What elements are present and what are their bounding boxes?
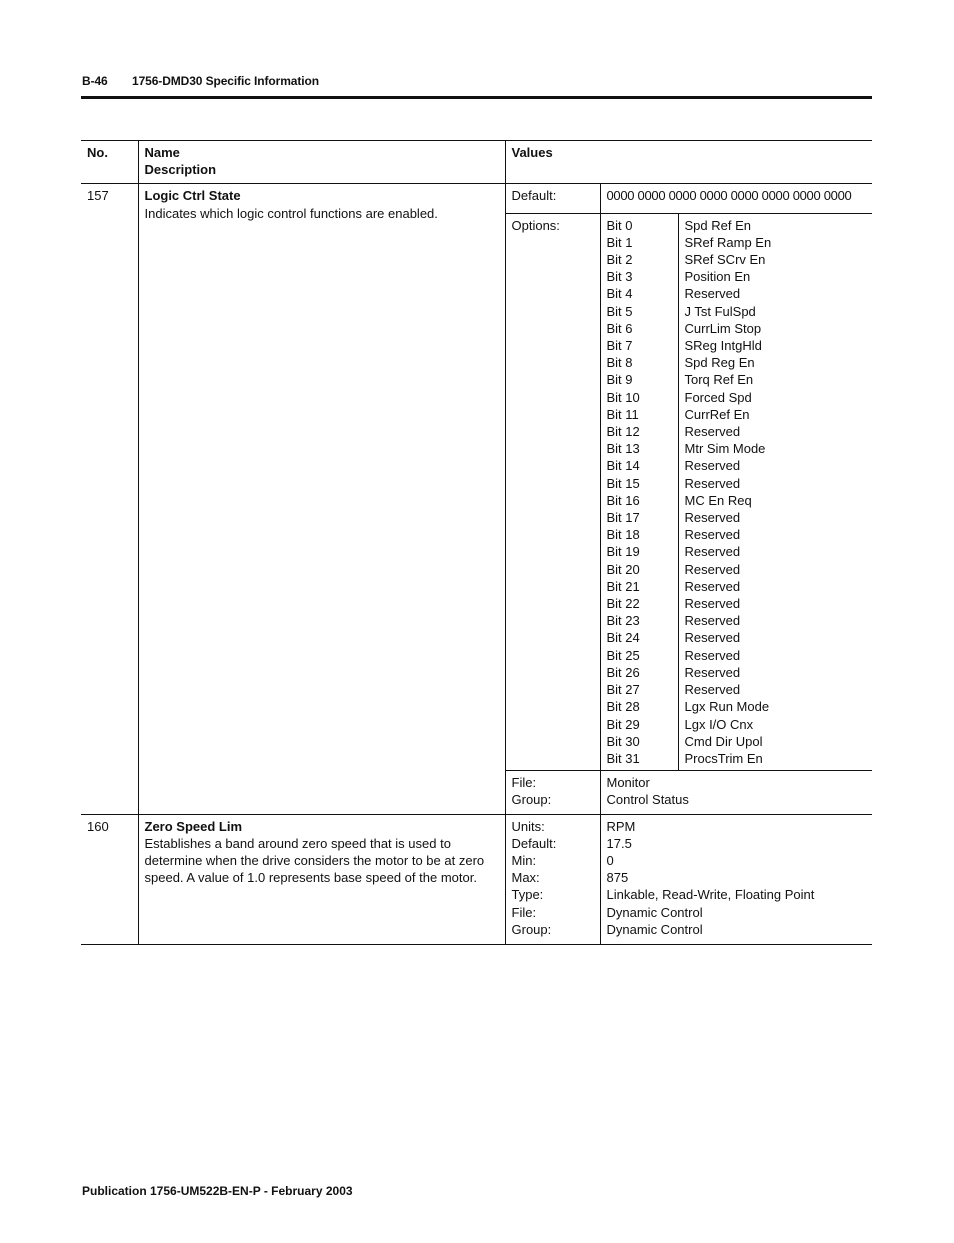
bit-number: Bit 5	[606, 303, 633, 319]
param-160-attribute-labels	[505, 814, 600, 944]
bit-name: Reserved	[684, 544, 741, 560]
bit-number: Bit 7	[606, 338, 633, 354]
bit-name: Spd Ref En	[684, 217, 751, 233]
bit-number: Bit 12	[606, 424, 640, 440]
attribute-value: Linkable, Read-Write, Floating Point	[606, 887, 815, 903]
attribute-label: Max:	[511, 870, 540, 886]
header-rule	[81, 96, 872, 99]
bit-name: Reserved	[684, 561, 741, 577]
bit-name: Reserved	[684, 647, 741, 663]
bit-name: Reserved	[684, 682, 741, 698]
param-160-description-line: determine when the drive considers the motor to be at zero	[144, 852, 485, 868]
bit-name: Mtr Sim Mode	[684, 441, 766, 457]
bit-number: Bit 24	[606, 630, 640, 646]
bit-name: CurrLim Stop	[684, 320, 762, 336]
bit-number: Bit 16	[606, 492, 640, 508]
bit-number: Bit 6	[606, 320, 633, 336]
page-footer: Publication 1756-UM522B-EN-P - February 2003	[82, 1184, 353, 1198]
param-157-name: Logic Ctrl State	[144, 188, 241, 204]
bit-name: Cmd Dir Upol	[684, 733, 763, 749]
group-value: Control Status	[606, 792, 689, 808]
bit-name: SReg IntgHld	[684, 338, 762, 354]
param-157-number: 157	[81, 184, 138, 814]
attribute-label: Min:	[511, 852, 537, 868]
bit-number: Bit 31	[606, 750, 640, 766]
column-header-values: Values	[511, 145, 553, 160]
bit-number: Bit 27	[606, 682, 640, 698]
bit-name: MC En Req	[684, 492, 752, 508]
param-157-default-label: Default:	[505, 184, 600, 213]
bit-name: Forced Spd	[684, 389, 752, 405]
param-157-options-label: Options:	[505, 213, 600, 771]
bit-name: Reserved	[684, 664, 741, 680]
attribute-label: Units:	[511, 818, 545, 834]
bit-name: Reserved	[684, 613, 741, 629]
bit-number: Bit 20	[606, 561, 640, 577]
column-header-no: No.	[81, 141, 138, 184]
bit-number: Bit 18	[606, 527, 640, 543]
bit-number: Bit 29	[606, 716, 640, 732]
bit-number: Bit 30	[606, 733, 640, 749]
bit-number: Bit 11	[606, 406, 639, 422]
bit-number: Bit 25	[606, 647, 640, 663]
bit-number: Bit 22	[606, 596, 640, 612]
parameter-table	[81, 140, 872, 945]
attribute-value: 17.5	[606, 835, 632, 851]
bit-name: SRef SCrv En	[684, 252, 766, 268]
attribute-value: 875	[606, 870, 629, 886]
param-160-name: Zero Speed Lim	[144, 818, 243, 834]
bit-name: CurrRef En	[684, 406, 750, 422]
bit-name: J Tst FulSpd	[684, 303, 756, 319]
bit-name: Lgx Run Mode	[684, 699, 770, 715]
attribute-label: Default:	[511, 835, 557, 851]
bit-number: Bit 19	[606, 544, 640, 560]
bit-number: Bit 13	[606, 441, 640, 457]
page-header	[82, 74, 872, 88]
column-header-name	[138, 141, 505, 184]
bit-name: Torq Ref En	[684, 372, 754, 388]
bit-name: Reserved	[684, 630, 741, 646]
param-157-name-cell	[138, 184, 505, 814]
column-header-name-label: Name	[144, 145, 180, 160]
param-160-attribute-values	[600, 814, 872, 944]
bit-name: Spd Reg En	[684, 355, 755, 371]
param-157-default-row	[81, 184, 872, 213]
file-value: Monitor	[606, 775, 650, 791]
bit-number: Bit 0	[606, 217, 633, 233]
param-157-file-group-values	[600, 771, 872, 814]
param-160-row	[81, 814, 872, 944]
section-title: 1756-DMD30 Specific Information	[132, 74, 319, 88]
bit-number: Bit 2	[606, 252, 633, 268]
table-header-row	[81, 141, 872, 184]
bit-name: Reserved	[684, 475, 741, 491]
bit-number: Bit 4	[606, 286, 633, 302]
param-160-description-line: Establishes a band around zero speed that is used to	[144, 835, 451, 851]
column-header-description-label: Description	[144, 162, 217, 178]
bit-name: SRef Ramp En	[684, 234, 772, 250]
bit-number: Bit 15	[606, 475, 640, 491]
attribute-value: 0	[606, 852, 614, 868]
param-157-bit-numbers	[600, 213, 678, 771]
bit-number: Bit 17	[606, 510, 640, 526]
page-number: B-46	[82, 74, 108, 88]
bit-name: Reserved	[684, 578, 741, 594]
bit-name: Reserved	[684, 510, 741, 526]
attribute-value: Dynamic Control	[606, 904, 703, 920]
bit-number: Bit 10	[606, 389, 640, 405]
bit-name: Reserved	[684, 424, 741, 440]
bit-number: Bit 14	[606, 458, 640, 474]
bit-name: Reserved	[684, 286, 741, 302]
group-label: Group:	[511, 792, 552, 808]
bit-name: ProcsTrim En	[684, 750, 763, 766]
attribute-value: Dynamic Control	[606, 921, 703, 937]
bit-name: Reserved	[684, 596, 741, 612]
bit-number: Bit 9	[606, 372, 633, 388]
param-157-default-value: 0000 0000 0000 0000 0000 0000 0000 0000	[606, 188, 852, 204]
bit-number: Bit 23	[606, 613, 640, 629]
param-160-number: 160	[81, 814, 138, 944]
param-157-file-group-labels	[505, 771, 600, 814]
bit-name: Position En	[684, 269, 751, 285]
bit-number: Bit 1	[606, 234, 633, 250]
bit-name: Lgx I/O Cnx	[684, 716, 754, 732]
attribute-label: File:	[511, 904, 537, 920]
attribute-label: Group:	[511, 921, 552, 937]
param-160-name-cell	[138, 814, 505, 944]
bit-number: Bit 8	[606, 355, 633, 371]
file-label: File:	[511, 775, 537, 791]
bit-name: Reserved	[684, 527, 741, 543]
bit-number: Bit 26	[606, 664, 640, 680]
attribute-label: Type:	[511, 887, 544, 903]
bit-number: Bit 21	[606, 578, 640, 594]
param-157-description: Indicates which logic control functions are enabled.	[144, 205, 438, 221]
bit-number: Bit 3	[606, 269, 633, 285]
param-157-bit-names	[678, 213, 872, 771]
bit-number: Bit 28	[606, 699, 640, 715]
attribute-value: RPM	[606, 818, 636, 834]
bit-name: Reserved	[684, 458, 741, 474]
param-160-description-line: speed. A value of 1.0 represents base speed of the motor.	[144, 870, 477, 886]
